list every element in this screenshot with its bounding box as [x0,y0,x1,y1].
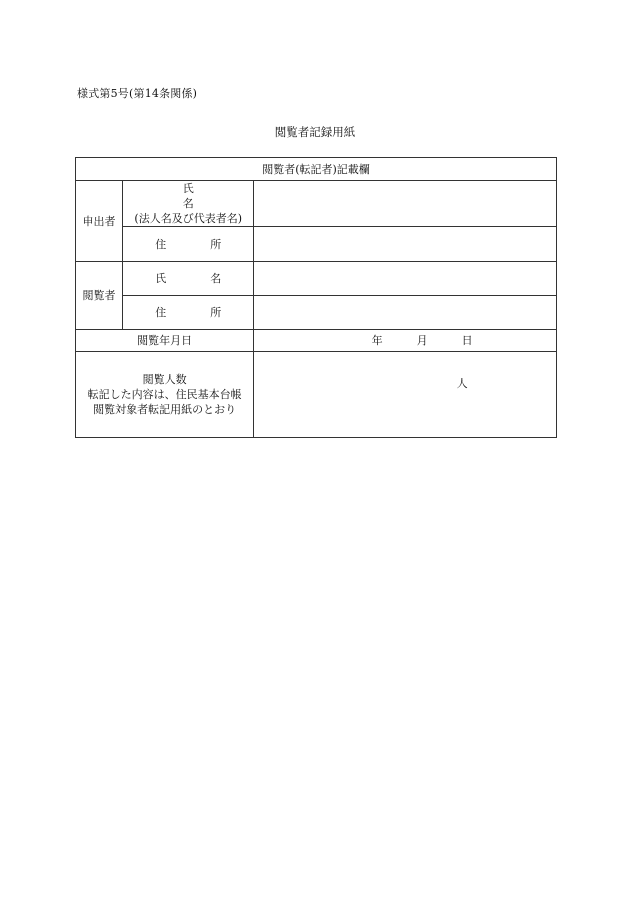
count-unit: 人 [456,377,468,390]
viewer-group-label: 閲覧者 [76,262,123,330]
viewer-address-row [76,296,557,330]
applicant-address-field[interactable] [254,227,557,262]
day-unit: 日 [461,334,473,347]
view-count-label-line-1: 閲覧人数 [142,373,187,386]
applicant-name-sub-label: (法人名及び代表者名) [134,212,243,225]
viewer-name-row [76,262,557,296]
viewer-address-field[interactable] [254,296,557,330]
view-count-field[interactable] [254,352,557,438]
year-unit: 年 [371,334,383,347]
applicant-name-field[interactable] [254,181,557,227]
view-date-field[interactable] [254,330,557,352]
viewer-address-label: 住 所 [123,296,254,330]
table-header: 閲覧者(転記者)記載欄 [76,158,557,181]
applicant-name-row [76,181,557,227]
document-title: 閲覧者記録用紙 [274,125,356,139]
view-count-label [76,352,254,438]
applicant-name-label [123,181,254,227]
month-unit: 月 [416,334,428,347]
view-count-row [76,352,557,438]
form-number: 様式第5号(第14条関係) [77,87,198,100]
view-count-label-line-3: 閲覧対象者転記用紙のとおり [93,403,237,416]
applicant-address-label: 住 所 [123,227,254,262]
applicant-address-row [76,227,557,262]
applicant-group-label: 申出者 [76,181,123,262]
viewer-record-table [75,157,557,438]
view-date-label: 閲覧年月日 [76,330,254,352]
view-count-label-line-2: 転記した内容は、住民基本台帳 [87,388,242,401]
viewer-name-field[interactable] [254,262,557,296]
applicant-name-label-main: 氏 名 [182,182,194,210]
view-date-row [76,330,557,352]
viewer-name-label: 氏 名 [123,262,254,296]
table-header-row [76,158,557,181]
